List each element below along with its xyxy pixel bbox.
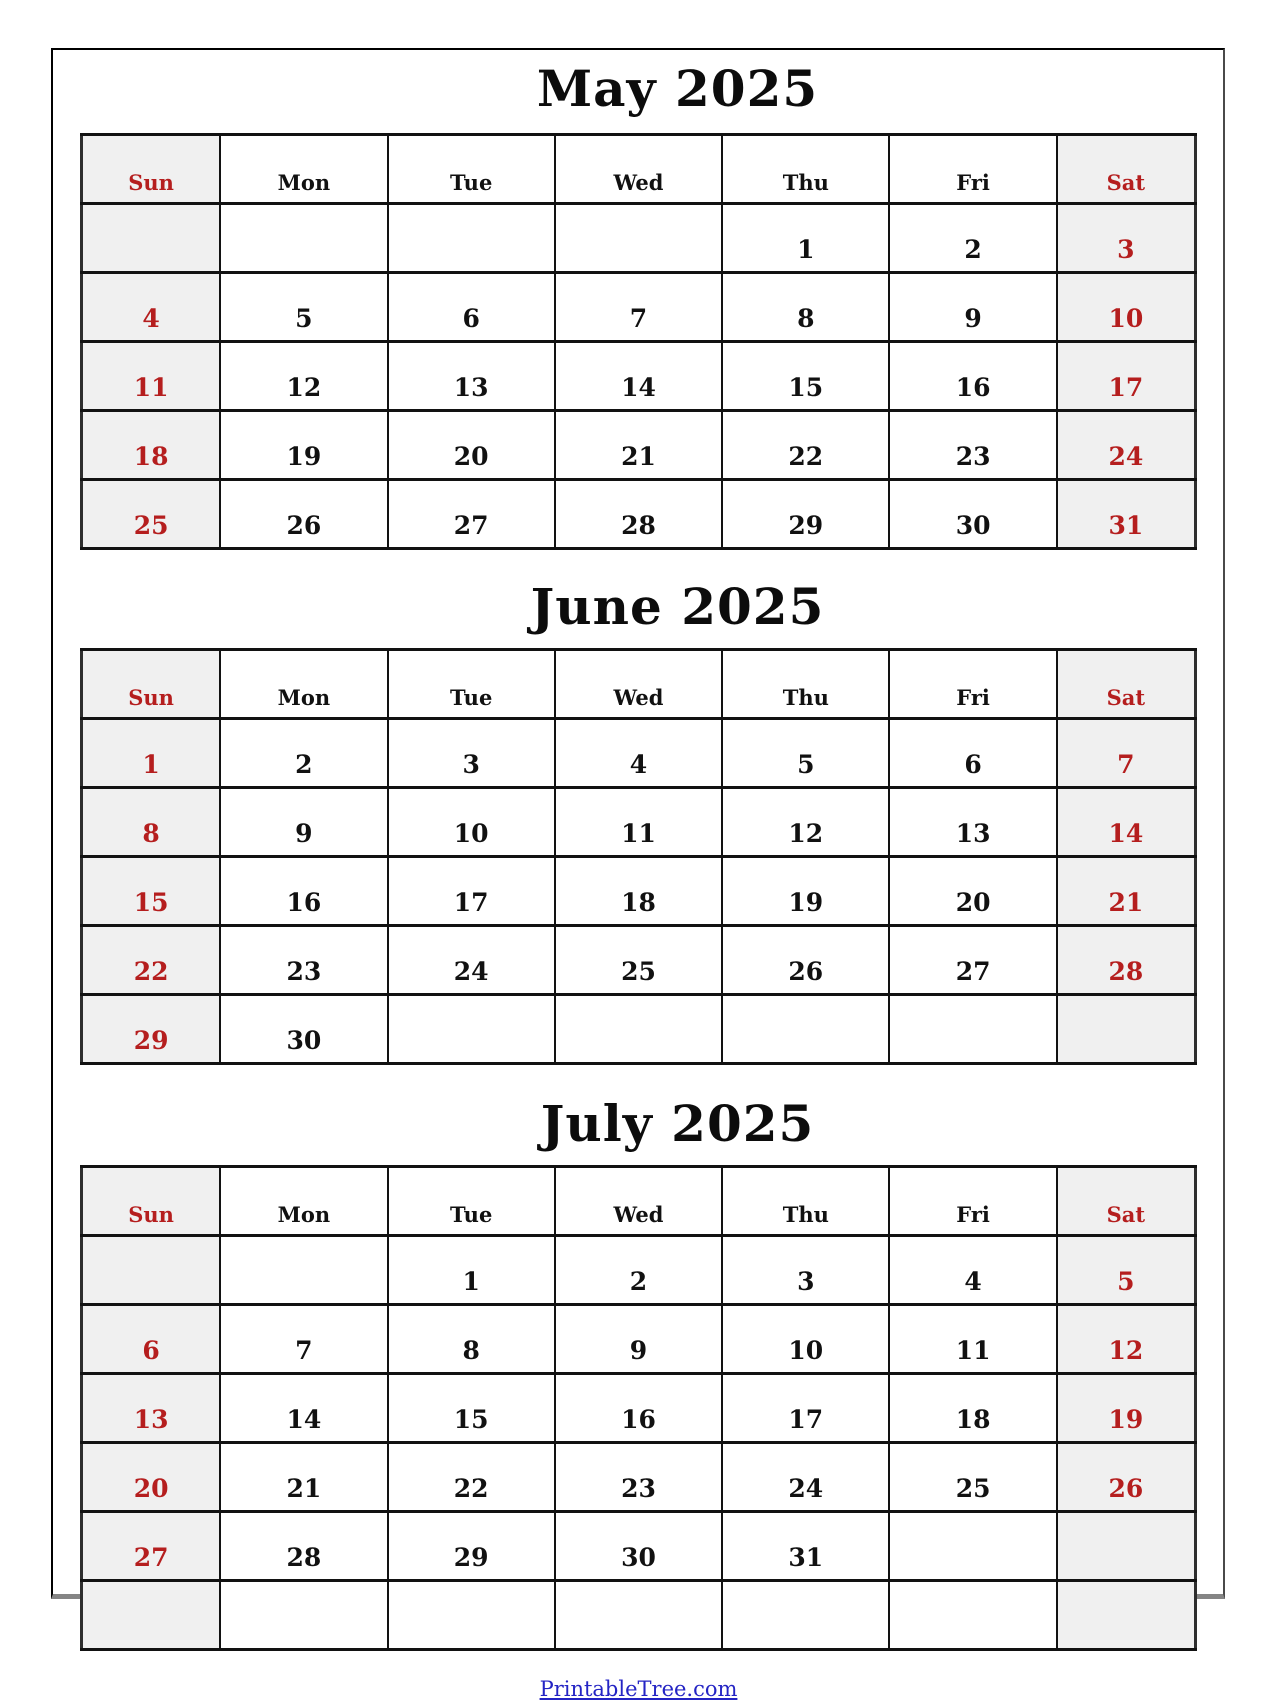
day-cell: 14: [555, 342, 722, 411]
week-row: [82, 1512, 1196, 1581]
weekday-header-thu: Thu: [722, 1167, 889, 1236]
day-cell: 29: [388, 1512, 555, 1581]
weekday-header-sat: Sat: [1057, 650, 1196, 719]
day-cell: 7: [555, 273, 722, 342]
day-cell: 16: [220, 857, 387, 926]
day-cell: 3: [722, 1236, 889, 1305]
month-grid-july: [82, 1236, 1196, 1650]
day-cell: 16: [555, 1374, 722, 1443]
month-grid-may: [82, 204, 1196, 549]
day-cell: 18: [889, 1374, 1056, 1443]
day-cell: 31: [1057, 480, 1196, 549]
day-cell: 5: [220, 273, 387, 342]
day-cell: 25: [82, 480, 221, 549]
month-section-june: [80, 576, 1197, 1065]
day-cell: 8: [388, 1305, 555, 1374]
day-cell: 22: [82, 926, 221, 995]
weekday-header-row: [82, 1167, 1196, 1236]
empty-day-cell: [1057, 1581, 1196, 1650]
month-grid-june: [82, 719, 1196, 1064]
week-row: [82, 719, 1196, 788]
day-cell: 15: [722, 342, 889, 411]
weekday-header-row: [82, 1167, 1196, 1236]
day-cell: 19: [220, 411, 387, 480]
empty-day-cell: [82, 204, 221, 273]
weekday-header-fri: Fri: [889, 135, 1056, 204]
weekday-header-fri: Fri: [889, 650, 1056, 719]
week-row: [82, 1443, 1196, 1512]
weekday-header-fri: Fri: [889, 1167, 1056, 1236]
weekday-header-sun: Sun: [82, 135, 221, 204]
day-cell: 27: [889, 926, 1056, 995]
day-cell: 1: [722, 204, 889, 273]
empty-day-cell: [82, 1236, 221, 1305]
day-cell: 2: [555, 1236, 722, 1305]
day-cell: 17: [722, 1374, 889, 1443]
day-cell: 20: [388, 411, 555, 480]
day-cell: 17: [388, 857, 555, 926]
week-row: [82, 273, 1196, 342]
day-cell: 3: [388, 719, 555, 788]
day-cell: 7: [1057, 719, 1196, 788]
day-cell: 16: [889, 342, 1056, 411]
month-title-july: July 2025: [540, 1094, 815, 1153]
day-cell: 29: [82, 995, 221, 1064]
empty-day-cell: [889, 1512, 1056, 1581]
day-cell: 29: [722, 480, 889, 549]
calendar-table-may: [80, 133, 1197, 550]
day-cell: 4: [555, 719, 722, 788]
day-cell: 25: [555, 926, 722, 995]
day-cell: 22: [722, 411, 889, 480]
month-title-may: May 2025: [536, 59, 819, 118]
day-cell: 6: [889, 719, 1056, 788]
weekday-header-wed: Wed: [555, 1167, 722, 1236]
empty-day-cell: [1057, 995, 1196, 1064]
week-row: [82, 926, 1196, 995]
weekday-header-mon: Mon: [220, 650, 387, 719]
printabletree-link[interactable]: PrintableTree.com: [539, 1677, 738, 1701]
weekday-header-sat: Sat: [1057, 1167, 1196, 1236]
weekday-header-mon: Mon: [220, 135, 387, 204]
empty-day-cell: [388, 204, 555, 273]
day-cell: 10: [1057, 273, 1196, 342]
day-cell: 1: [82, 719, 221, 788]
empty-day-cell: [889, 1581, 1056, 1650]
day-cell: 19: [1057, 1374, 1196, 1443]
day-cell: 11: [555, 788, 722, 857]
week-row: [82, 204, 1196, 273]
day-cell: 11: [82, 342, 221, 411]
week-row: [82, 1581, 1196, 1650]
weekday-header-row: [82, 650, 1196, 719]
day-cell: 12: [220, 342, 387, 411]
day-cell: 23: [889, 411, 1056, 480]
week-row: [82, 1374, 1196, 1443]
empty-day-cell: [1057, 1512, 1196, 1581]
weekday-header-mon: Mon: [220, 1167, 387, 1236]
empty-day-cell: [220, 204, 387, 273]
day-cell: 3: [1057, 204, 1196, 273]
day-cell: 12: [1057, 1305, 1196, 1374]
calendar-page: [51, 48, 1225, 1701]
day-cell: 19: [722, 857, 889, 926]
weekday-header-thu: Thu: [722, 135, 889, 204]
day-cell: 28: [555, 480, 722, 549]
day-cell: 2: [220, 719, 387, 788]
month-section-july: [80, 1093, 1197, 1651]
day-cell: 27: [388, 480, 555, 549]
day-cell: 6: [82, 1305, 221, 1374]
week-row: [82, 995, 1196, 1064]
weekday-header-tue: Tue: [388, 650, 555, 719]
weekday-header-sun: Sun: [82, 1167, 221, 1236]
week-row: [82, 480, 1196, 549]
empty-day-cell: [722, 1581, 889, 1650]
empty-day-cell: [555, 1581, 722, 1650]
day-cell: 21: [1057, 857, 1196, 926]
empty-day-cell: [388, 995, 555, 1064]
day-cell: 17: [1057, 342, 1196, 411]
day-cell: 13: [388, 342, 555, 411]
calendar-table-june: [80, 648, 1197, 1065]
day-cell: 5: [1057, 1236, 1196, 1305]
day-cell: 23: [220, 926, 387, 995]
week-row: [82, 857, 1196, 926]
day-cell: 20: [82, 1443, 221, 1512]
footer: [80, 1677, 1197, 1701]
day-cell: 8: [82, 788, 221, 857]
month-section-may: [80, 58, 1197, 550]
day-cell: 18: [82, 411, 221, 480]
day-cell: 21: [555, 411, 722, 480]
week-row: [82, 1236, 1196, 1305]
day-cell: 24: [722, 1443, 889, 1512]
day-cell: 12: [722, 788, 889, 857]
day-cell: 20: [889, 857, 1056, 926]
day-cell: 14: [220, 1374, 387, 1443]
day-cell: 9: [889, 273, 1056, 342]
day-cell: 30: [889, 480, 1056, 549]
day-cell: 15: [82, 857, 221, 926]
empty-day-cell: [722, 995, 889, 1064]
weekday-header-tue: Tue: [388, 135, 555, 204]
day-cell: 30: [220, 995, 387, 1064]
day-cell: 28: [1057, 926, 1196, 995]
week-row: [82, 411, 1196, 480]
empty-day-cell: [220, 1236, 387, 1305]
day-cell: 10: [722, 1305, 889, 1374]
day-cell: 26: [722, 926, 889, 995]
day-cell: 1: [388, 1236, 555, 1305]
day-cell: 25: [889, 1443, 1056, 1512]
day-cell: 24: [1057, 411, 1196, 480]
week-row: [82, 1305, 1196, 1374]
weekday-header-sun: Sun: [82, 650, 221, 719]
empty-day-cell: [555, 995, 722, 1064]
day-cell: 23: [555, 1443, 722, 1512]
empty-day-cell: [388, 1581, 555, 1650]
day-cell: 9: [555, 1305, 722, 1374]
day-cell: 30: [555, 1512, 722, 1581]
day-cell: 9: [220, 788, 387, 857]
week-row: [82, 342, 1196, 411]
day-cell: 2: [889, 204, 1056, 273]
weekday-header-wed: Wed: [555, 650, 722, 719]
weekday-header-sat: Sat: [1057, 135, 1196, 204]
day-cell: 4: [889, 1236, 1056, 1305]
day-cell: 6: [388, 273, 555, 342]
day-cell: 28: [220, 1512, 387, 1581]
empty-day-cell: [889, 995, 1056, 1064]
day-cell: 15: [388, 1374, 555, 1443]
week-row: [82, 788, 1196, 857]
day-cell: 13: [889, 788, 1056, 857]
day-cell: 26: [1057, 1443, 1196, 1512]
day-cell: 8: [722, 273, 889, 342]
day-cell: 18: [555, 857, 722, 926]
weekday-header-row: [82, 135, 1196, 204]
day-cell: 27: [82, 1512, 221, 1581]
day-cell: 10: [388, 788, 555, 857]
empty-day-cell: [82, 1581, 221, 1650]
day-cell: 24: [388, 926, 555, 995]
day-cell: 31: [722, 1512, 889, 1581]
day-cell: 22: [388, 1443, 555, 1512]
day-cell: 7: [220, 1305, 387, 1374]
day-cell: 21: [220, 1443, 387, 1512]
weekday-header-tue: Tue: [388, 1167, 555, 1236]
weekday-header-row: [82, 135, 1196, 204]
weekday-header-row: [82, 650, 1196, 719]
day-cell: 4: [82, 273, 221, 342]
day-cell: 11: [889, 1305, 1056, 1374]
empty-day-cell: [220, 1581, 387, 1650]
day-cell: 26: [220, 480, 387, 549]
month-title-june: June 2025: [530, 577, 825, 636]
day-cell: 5: [722, 719, 889, 788]
calendar-table-july: [80, 1165, 1197, 1651]
empty-day-cell: [555, 204, 722, 273]
day-cell: 14: [1057, 788, 1196, 857]
weekday-header-thu: Thu: [722, 650, 889, 719]
weekday-header-wed: Wed: [555, 135, 722, 204]
day-cell: 13: [82, 1374, 221, 1443]
